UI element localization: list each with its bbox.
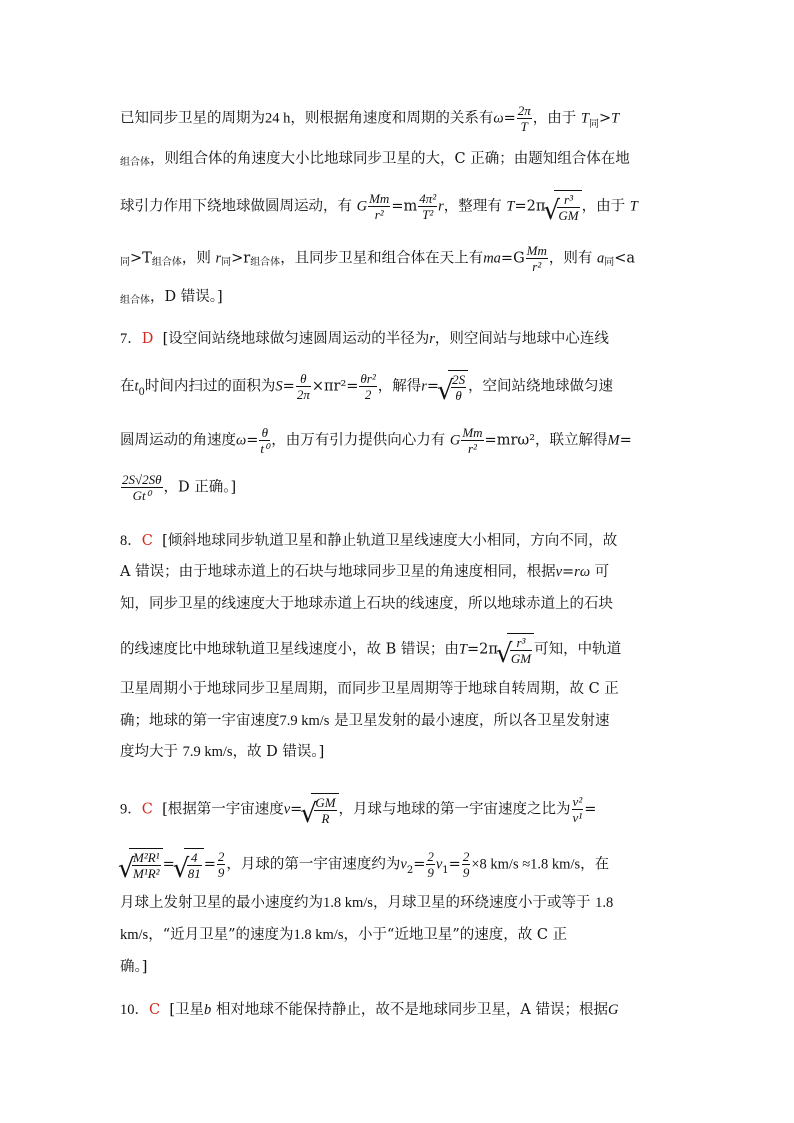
- fraction: $\frac{\text{θr²}}{2}$: [360, 371, 376, 402]
- text-line: 组合体，D 错误。]: [120, 289, 223, 306]
- text-line: 确。]: [120, 959, 148, 975]
- text-line: $\frac{2S√2S\theta}{\text{Gt⁰}}$ ，D 正确。]: [122, 472, 237, 503]
- square-root: √ $\frac{\text{r³}}{GM}$: [498, 633, 534, 666]
- text-line: 度均大于 7.9 km/s，故 D 错误。]: [120, 744, 325, 760]
- fraction: $\frac{2}{9}$: [217, 849, 225, 880]
- square-root: √ $\frac{\text{r³}}{GM}$: [545, 190, 581, 223]
- square-root: √ $\frac{GM}{R}$: [302, 793, 338, 826]
- text-line: √ $\frac{\text{M²R¹}}{\text{M¹R²}}$ = √ $\frac{4}{81}$ = $\frac{2}{9}$ ，月球的第一宇宙速度约为$v_2=$ $\frac{2}{9}$ $v_1=$ $\frac{2}{9}$ ×8 km/s ≈1.8 km/s，在: [120, 848, 676, 881]
- text-line: 确；地球的第一宇宙速度7.9 km/s 是卫星发射的最小速度，所以各卫星发射速: [120, 713, 610, 729]
- fraction: $\frac{\text{4π²}}{\text{T²}}$: [419, 191, 437, 222]
- fraction: $\frac{2}{9}$: [427, 849, 434, 880]
- text-line: 圆周运动的角速度ω= $\frac{\theta}{\text{t⁰}}$ ，由万有引力提供向心力有 G $\frac{Mm}{\text{r²}}$ =mrω²，联立解得M=: [120, 425, 632, 456]
- fraction: $\frac{Mm}{\text{r²}}$: [462, 425, 483, 456]
- text-line: 7．D [设空间站绕地球做匀速圆周运动的半径为r，则空间站与地球中心连线: [120, 331, 609, 347]
- fraction: $\frac{\theta}{\text{t⁰}}$: [260, 425, 270, 456]
- text-line: 8．C [倾斜地球同步轨道卫星和静止轨道卫星线速度大小相同，方向不同，故: [120, 533, 618, 549]
- square-root: √ $\frac{4}{81}$: [175, 848, 204, 881]
- text-line: 9．C [根据第一宇宙速度v= √ $\frac{GM}{R}$ ，月球与地球的第一宇宙速度之比为 $\frac{\text{v²}}{\text{v¹}}$ =: [120, 793, 676, 826]
- answer-letter: C: [141, 533, 153, 549]
- fraction: $\frac{2\pi}{T}$: [517, 103, 531, 134]
- text-line: 卫星周期小于地球同步卫星周期，而同步卫星周期等于地球自转周期，故 C 正: [120, 681, 619, 697]
- fraction: $\frac{2}{9}$: [462, 849, 470, 880]
- fraction: $\frac{Mm}{\text{r²}}$: [526, 243, 547, 274]
- fraction: $\frac{Mm}{\text{r²}}$: [369, 191, 390, 222]
- text-line: 组合体，则组合体的角速度大小比地球同步卫星的大，C 正确；由题知组合体在地: [120, 151, 630, 168]
- fraction: $\frac{\theta}{2\pi}$: [296, 371, 310, 402]
- text-line: km/s，“近月卫星”的速度为1.8 km/s，小于“近地卫星”的速度，故 C 正: [120, 927, 568, 943]
- text-line: 的线速度比中地球轨道卫星线速度小，故 B 错误；由T=2π √ $\frac{\text{r³}}{GM}$ 可知，中轨道: [120, 633, 676, 666]
- text-line: 知，同步卫星的线速度大于地球赤道上石块的线速度，所以地球赤道上的石块: [120, 596, 613, 612]
- text-line: A 错误；由于地球赤道上的石块与地球同步卫星的角速度相同，根据v=rω 可: [120, 564, 610, 580]
- answer-letter: D: [141, 331, 154, 347]
- text-line: 在$t_0$时间内扫过的面积为S= $\frac{\theta}{2\pi}$ ×πr²= $\frac{\text{θr²}}{2}$ ，解得r= √ $\frac{2S}{\theta}$ ，空间站绕地球做匀速: [120, 370, 676, 403]
- square-root: √ $\frac{\text{M²R¹}}{\text{M¹R²}}$: [120, 848, 163, 881]
- text-line: 已知同步卫星的周期为24 h，则根据角速度和周期的关系有ω= $\frac{2\pi}{T}$ ，由于 $T_同>T$: [120, 103, 620, 134]
- text-line: 10．C [卫星b 相对地球不能保持静止，故不是地球同步卫星，A 错误；根据G: [120, 1002, 619, 1018]
- answer-letter: C: [141, 801, 153, 818]
- text-line: 月球上发射卫星的最小速度约为1.8 km/s，月球卫星的环绕速度小于或等于 1.8: [120, 895, 614, 911]
- text-line: 同>T组合体，则 r同>r组合体，且同步卫星和组合体在天上有ma=G $\frac{Mm}{\text{r²}}$ ，则有 a同<a: [120, 243, 636, 274]
- text-line: 球引力作用下绕地球做圆周运动，有 G $\frac{Mm}{\text{r²}}$ =m $\frac{\text{4π²}}{\text{T²}}$ r，整理有 T=2π √ $\frac{\text{r³}}{GM}$ ，由于 T: [120, 190, 676, 223]
- answer-letter: C: [149, 1002, 161, 1018]
- fraction: $\frac{\text{v²}}{\text{v¹}}$: [572, 794, 583, 825]
- fraction: $\frac{2S√2S\theta}{\text{Gt⁰}}$: [122, 472, 162, 503]
- square-root: √ $\frac{2S}{\theta}$: [439, 370, 468, 403]
